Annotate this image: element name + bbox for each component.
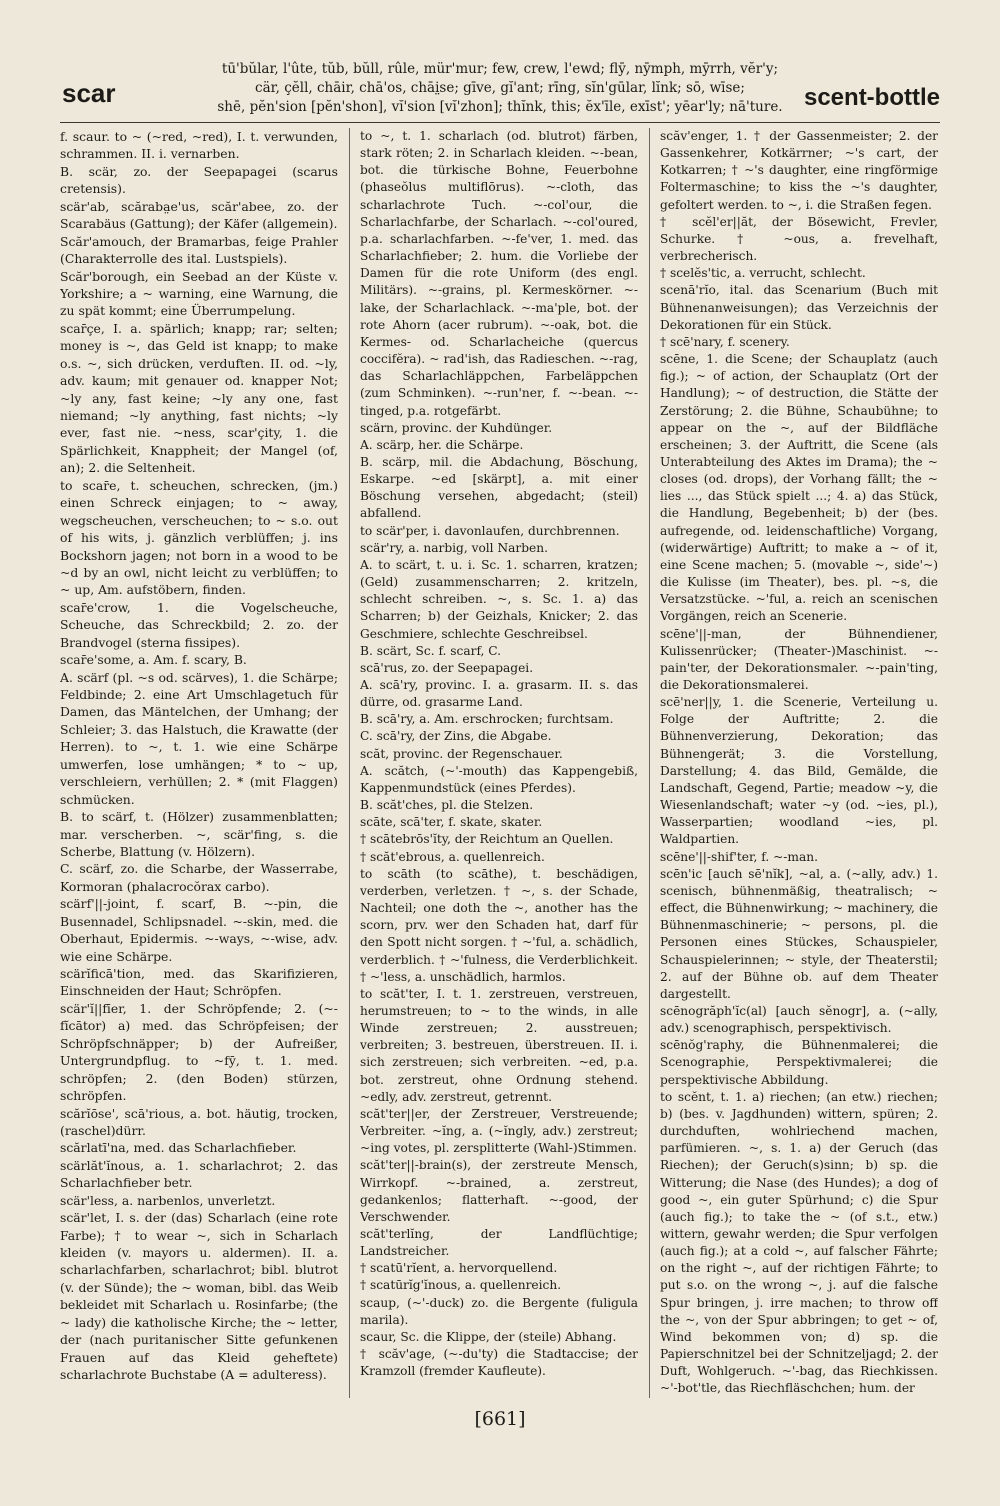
dictionary-entry: A. scătch, (~'-mouth) das Kappengebiß, Kappenmundstück (eines Pferdes). xyxy=(360,763,638,795)
dictionary-entry: to scāth (to scāthe), t. beschädigen, verderben, verletzen. † ~, s. der Schade, Nachteil; one doth the ~, another has the scorn, prv. wer den Schaden hat, darf für den Spott nicht sorgen. † ~'ful, a. schädlich, verderblich. † ~'fulness, die Verderblichkeit. † ~'less, a. unschädlich, harmlos. xyxy=(360,866,638,984)
dictionary-entry: B. scär, zo. der Seepapagei (scarus cretensis). xyxy=(60,163,338,197)
dictionary-entry: scē'ner||y, 1. die Scenerie, Verteilung u. Folge der Auftritte; 2. die Bühnenverzierung, Dekoration; das Bühnengerät; 3. die Vorstellung, Darstellung; 4. das Bild, Gemälde, die Landschaft, Gegend, Partie; meadow ~y, die Wiesenlandschaft; water ~y (od. ~ies, pl.), Wasserpartien; woodland ~ies, pl. Waldpartien. xyxy=(660,695,938,847)
dictionary-entry: scar̄e'some, a. Am. f. scary, B. xyxy=(60,652,247,668)
dictionary-entry: scärn, provinc. der Kuhdünger. xyxy=(360,420,553,435)
dictionary-entry: B. scärp, mil. die Abdachung, Böschung, Eskarpe. ~ed [skärpt], a. mit einer Böschung versehen, abgedacht; (steil) abfallend. xyxy=(360,454,638,521)
dictionary-entry: scărlatī'na, med. das Scharlachfieber. xyxy=(60,1140,297,1156)
dictionary-entry: scar̄çe, I. a. spärlich; knapp; rar; selten; money is ~, das Geld ist knapp; to make o.s. ~, sich drücken, verduften. II. od. ~ly, adv. kaum; mit genauer od. knapper Not; ~ly any, fast keine; ~ly any one, fast niemand; ~ly anything, fast nichts; ~ly ever, fast nie. ~ness, scar'çity, 1. die Spärlichkeit, Knappheit; der Mangel (of, an); 2. die Seltenheit. xyxy=(60,320,338,476)
dictionary-entry: B. scärt, Sc. f. scarf, C. xyxy=(360,643,502,658)
dictionary-entry: scär'ab, scăraba̤e'us, scăr'abee, zo. der Scarabäus (Gattung); der Käfer (allgemein). xyxy=(60,198,338,232)
dictionary-entry: A. scärp, her. die Schärpe. xyxy=(360,437,524,452)
dictionary-entry: scärlăt'ĭnous, a. 1. scharlachrot; 2. das Scharlachfieber betr. xyxy=(60,1157,338,1191)
dictionary-entry: † scĕl'er||ăt, der Bösewicht, Frevler, Schurke. † ~ous, a. frevelhaft, verbrecherisch. xyxy=(660,214,938,264)
dictionary-entry: scăt'ter||-brain(s), der zerstreute Mensch, Wirrkopf. ~-brained, a. zerstreut, gedankenlos; flatterhaft. ~-good, der Verschwender. xyxy=(360,1158,638,1224)
column-middle xyxy=(360,128,638,1398)
dictionary-entry: scāte, scā'ter, f. skate, skater. xyxy=(360,815,543,830)
dictionary-entry: scaur, Sc. die Klippe, der (steile) Abhang. xyxy=(360,1329,617,1344)
dictionary-entry: scär'ry, a. narbig, voll Narben. xyxy=(360,540,548,555)
dictionary-entry: scăt, provinc. der Regenschauer. xyxy=(360,746,563,761)
dictionary-entry: scärf'||-joint, f. scarf, B. ~-pin, die Busennadel, Schlipsnadel. ~-skin, med. die Oberhaut, Epidermis. ~-ways, ~-wise, adv. wie eine Schärpe. xyxy=(60,896,338,964)
dictionary-entry: † scăt'ebrous, a. quellenreich. xyxy=(360,849,545,864)
dictionary-entry: scar̄e'crow, 1. die Vogelscheuche, Scheuche, das Schreckbild; 2. zo. der Brandvogel (sterna fissipes). xyxy=(60,599,338,650)
dictionary-entry: to scär'per, i. davonlaufen, durchbrennen. xyxy=(360,523,620,538)
dictionary-entry: scăv'enger, 1. † der Gassenmeister; 2. der Gassenkehrer, Kotkärrner; ~'s cart, der Kotkarren; † ~'s daughter, eine ringförmige Foltermaschine; to kiss the ~'s daughter, gefoltert werden. to ~, i. die Straßen fegen. xyxy=(660,129,938,212)
dictionary-entry: scărĭōse', scā'rious, a. bot. häutig, trocken, (raschel)dürr. xyxy=(60,1105,338,1138)
dictionary-entry: scēne'||-man, der Bühnendiener, Kulissenrücker; (Theater-)Maschinist. ~-pain'ter, der Dekorationsmaler. ~-pain'ting, die Dekorationsmalerei. xyxy=(660,626,938,692)
column-right xyxy=(660,128,938,1398)
header-right-guide-word: scent-bottle xyxy=(803,84,940,111)
pronunciation-key xyxy=(200,60,800,117)
dictionary-entry: scenā'rĭo, ital. das Scenarium (Buch mit Bühnenanweisungen); das Verzeichnis der Dekorationen für ein Stück. xyxy=(660,283,938,332)
pronunciation-key-line: tū'bŭlar, l'ûte, tŭb, bŭll, rûle, mür'mur; few, crew, l'ewd; flȳ, nȳmph, mȳrrh, vĕr'y; xyxy=(221,61,779,77)
column-left xyxy=(60,128,338,1398)
dictionary-entry: † scelĕs'tic, a. verrucht, schlecht. xyxy=(660,266,866,281)
dictionary-entry: f. scaur. to ~ (~red, ~red), I. t. verwunden, schrammen. II. i. vernarben. xyxy=(60,129,338,162)
dictionary-entry: Scăr'amouch, der Bramarbas, feige Prahler (Charakterrolle des ital. Lustspiels). xyxy=(60,233,338,267)
dictionary-entry: scēne'||-shif'ter, f. ~-man. xyxy=(660,849,818,864)
dictionary-entry: C. scā'ry, der Zins, die Abgabe. xyxy=(360,729,552,744)
dictionary-entry: † scatū'rĭent, a. hervorquellend. xyxy=(360,1261,558,1276)
header-rule xyxy=(60,122,940,123)
dictionary-entry: scär'ĭ||fīer, 1. der Schröpfende; 2. (~-fĭcātor) a) med. das Schröpfeisen; der Schröpfschnäpper; b) der Aufreißer, Untergrundpflug. to ~fȳ, t. 1. med. schröpfen; 2. (den Boden) stürzen, schröpfen. xyxy=(60,1000,338,1104)
dictionary-entry: † scatūrĭg'ĭnous, a. quellenreich. xyxy=(360,1278,562,1293)
pronunciation-key-line: cär, çĕll, chāir, chā'os, chāi̤se; gīve, gĭ'ant; rīng, sĭn'gūlar, lĭnk; sō, wīse; xyxy=(255,80,745,96)
dictionary-entry: scēnogrăph'ĭc(al) [auch sĕnogr], a. (~ally, adv.) scenographisch, perspektivisch. xyxy=(660,1003,938,1036)
dictionary-entry: C. scärf, zo. die Scharbe, der Wasserrabe, Kormoran (phalacrocŏrax carbo). xyxy=(60,861,338,894)
header-left-guide-word: scar xyxy=(62,78,116,108)
dictionary-entry: † scātebrōs'ĭty, der Reichtum an Quellen. xyxy=(360,832,614,847)
dictionary-entry: B. to scärf, t. (Hölzer) zusammenblatten; mar. verscherben. ~, scär'fing, s. die Scherbe, Blattung (v. Hölzern). xyxy=(60,809,338,859)
dictionary-entry: B. scā'ry, a. Am. erschrocken; furchtsam. xyxy=(360,712,614,727)
dictionary-entry: scăt'ter||er, der Zerstreuer, Verstreuende; Verbreiter. ~ĭng, a. (~ĭngly, adv.) zerstreut; ~ing votes, pl. zersplitterte (Wahl-)Stimmen. xyxy=(360,1106,638,1156)
page-number: [661] xyxy=(474,1408,526,1430)
pronunciation-key-line: shē, pĕn'sion [pĕn'shon], vĭ'sion [vĭ'zhon]; thĭnk, this; ĕx'īle, exīst'; yēar'ly; nā'ture. xyxy=(217,99,783,115)
dictionary-entry: scā'rus, zo. der Seepapagei. xyxy=(360,660,534,675)
dictionary-entry: scärĭficā'tion, med. das Skarifizieren, Einschneiden der Haut; Schröpfen. xyxy=(60,966,338,999)
dictionary-entry: A. scärf (pl. ~s od. scärves), 1. die Schärpe; Feldbinde; 2. eine Art Umschlagetuch für Damen, das Mäntelchen, der Umhang; der Schleier; 3. das Halstuch, die Krawatte (der Herren). to ~, t. 1. wie eine Schärpe umwerfen, lose umhängen; * to ~ up, verschleiern, verhüllen; 2. * (mit Flaggen) schmücken. xyxy=(60,669,338,807)
entry-columns xyxy=(60,128,940,1398)
dictionary-entry: B. scăt'ches, pl. die Stelzen. xyxy=(360,798,534,813)
dictionary-entry: to scĕnt, t. 1. a) riechen; (an etw.) riechen; b) (bes. v. Jagdhunden) wittern, spüren; 2. durchduften, wohlriechend machen, parfümieren. ~, s. 1. a) der Geruch (das Riechen); der Geruch(s)sinn; b) sp. die Witterung; die Nase (des Hundes); a dog of good ~, ein guter Spürhund; c) die Spur (auch fig.); to take the ~ (of s.t., etw.) wittern, gewahr werden; die Spur verfolgen (auch fig.); at a cold ~, auf falscher Fährte; on the right ~, auf der richtigen Fährte; to put s.o. on the wrong ~, j. auf die falsche Spur bringen, j. irre machen; to throw off the ~, von der Spur abbringen; to get ~ of, Wind bekommen von; d) sp. die Papierschnitzel bei der Schnitzeljagd; 2. der Duft, Wohlgeruch. ~'-bag, das Riechkissen. ~'-bot'tle, das Riechfläschchen; hum. der xyxy=(660,1089,938,1396)
dictionary-entry: Scăr'borough, ein Seebad an der Küste v. Yorkshire; a ~ warning, eine Warnung, die zu spät kommt; eine Überrumpelung. xyxy=(60,268,338,319)
dictionary-entry: to scar̄e, t. scheuchen, schrecken, (jm.) einen Schreck einjagen; to ~ away, wegscheuchen, verscheuchen; to ~ s.o. out of his wits, j. gänzlich verblüffen; j. ins Bockshorn jagen; not born in a wood to be ~d by an owl, nicht leicht zu verblüffen; to ~ up, Am. aufstöbern, finden. xyxy=(60,477,338,598)
dictionary-entry: to scăt'ter, I. t. 1. zerstreuen, verstreuen, herumstreuen; to ~ to the winds, in alle Winde zerstreuen; 2. ausstreuen; verbreiten; 3. bestreuen, überstreuen. II. i. sich zerstreuen; sich verbreiten. ~ed, p.a. bot. zerstreut, ohne Ordnung stehend. ~edly, adv. zerstreut, getrennt. xyxy=(360,986,638,1104)
dictionary-entry: A. to scärt, t. u. i. Sc. 1. scharren, kratzen; (Geld) zusammenscharren; 2. kritzeln, schlecht schreiben. ~, s. Sc. 1. a) das Scharren; b) der Geizhals, Knicker; 2. das Geschmiere, schlechte Geschreibsel. xyxy=(360,557,638,641)
dictionary-entry: scēn'ic [auch sē'nĭk], ~al, a. (~ally, adv.) 1. scenisch, bühnenmäßig, theatralisch; ~ effect, die Bühnenwirkung; ~ machinery, die Bühnenmaschinerie; ~ persons, pl. die Personen eines Stückes, Schauspieler, Schauspielerinnen; ~ style, der Theaterstil; 2. auf der Bühne ob. auf dem Theater dargestellt. xyxy=(660,866,938,1001)
dictionary-entry: † scăv'age, (~-du'ty) die Stadtaccise; der Kramzoll (fremder Kaufleute). xyxy=(360,1347,638,1379)
dictionary-entry: scēne, 1. die Scene; der Schauplatz (auch fig.); ~ of action, der Schauplatz (Ort der Handlung); ~ of destruction, die Stätte der Zerstörung; 2. die Bühne, Schaubühne; to appear on the ~, auf der Bildfläche erscheinen; 3. der Auftritt, die Scene (als Unterabteilung des Aktes im Drama); the ~ closes (od. drops), der Vorhang fällt; the ~ lies ..., das Stück spielt ...; 4. a) das Stück, die Handlung, Begebenheit; b) der (bes. aufregende, od. leidenschaftliche) Vorgang, (widerwärtige) Auftritt; to make a ~ of it, eine Scene machen; 5. (movable ~, side'~) die Kulisse (im Theater), bes. pl. ~s, die Versatzstücke. ~'ful, a. reich an scenischen Vorgängen, reich an Scenerie. xyxy=(660,352,938,624)
dictionary-entry: scēnŏg'raphy, die Bühnenmalerei; die Scenographie, Perspektivmalerei; die perspektivische Abbildung. xyxy=(660,1038,938,1087)
dictionary-entry: scăt'terlĭng, der Landflüchtige; Landstreicher. xyxy=(360,1227,638,1259)
column-divider xyxy=(349,128,350,1398)
column-divider xyxy=(649,128,650,1398)
dictionary-entry: scaup, (~'-duck) zo. die Bergente (fuligula marila). xyxy=(360,1295,638,1327)
dictionary-entry: † scē'nary, f. scenery. xyxy=(660,334,790,349)
dictionary-entry: A. scā'ry, provinc. I. a. grasarm. II. s. das dürre, od. grasarme Land. xyxy=(360,678,638,710)
dictionary-entry: to ~, t. 1. scharlach (od. blutrot) färben, stark röten; 2. in Scharlach kleiden. ~-bean, bot. die türkische Bohne, Feuerbohne (phaseŏlus multiflōrus). ~-cloth, das scharlachrote Tuch. ~-col'our, die Scharlachfarbe, der Scharlach. ~-col'oured, p.a. scharlachfarben. ~-fe'ver, 1. med. das Scharlachfieber; 2. hum. die Vorliebe der Damen für die rote Uniform (des engl. Militärs). ~-grains, pl. Kermeskörner. ~-lake, der Scharlachlack. ~-ma'ple, bot. der rote Ahorn (acer rubrum). ~-oak, bot. die Kermes- od. Scharlacheiche (quercus coccifĕra). ~ rad'ish, das Radieschen. ~-rag, das Scharlachläppchen, Farbeläppchen (zum Schminken). ~-run'ner, f. ~-bean. ~-tinged, p.a. rotgefärbt. xyxy=(360,129,638,418)
dictionary-entry: scär'less, a. narbenlos, unverletzt. xyxy=(60,1192,276,1208)
dictionary-entry: scär'let, I. s. der (das) Scharlach (eine rote Farbe); † to wear ~, sich in Scharlach kleiden (v. mayors u. aldermen). II. a. scharlachfarben, scharlachrot; bibl. blutrot (v. der Sünde); the ~ woman, bibl. das Weib bekleidet mit Scharlach u. Rosinfarbe; (the ~ lady) die katholische Kirche; the ~ letter, der (nach puritanischer Sitte gefunkenen Frauen auf das Kleid geheftete) scharlachrote Buchstabe (A = adulteress). xyxy=(60,1210,338,1383)
